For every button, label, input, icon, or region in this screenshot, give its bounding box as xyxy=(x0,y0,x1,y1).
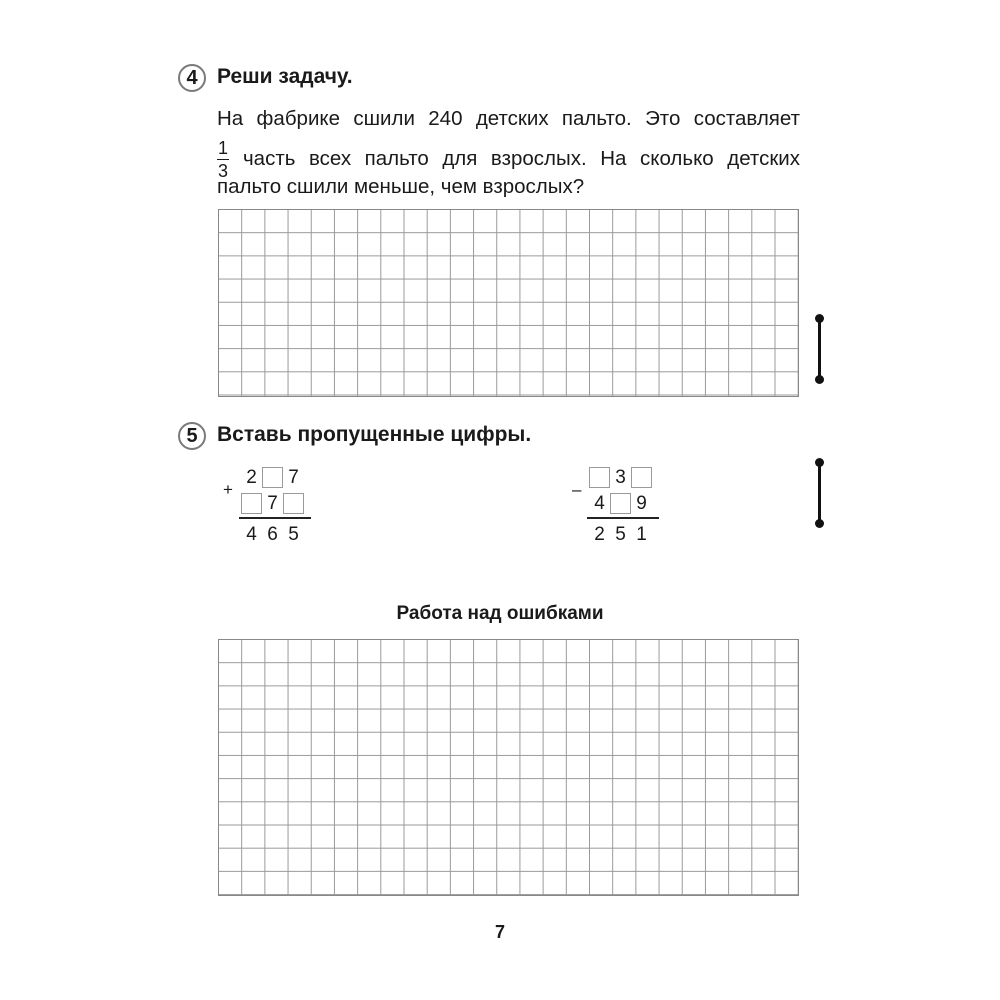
problem-line-1: На фабрике сшили 240 детских пальто. Это составляет xyxy=(217,107,800,130)
task-4-number-badge: 4 xyxy=(178,64,206,92)
page-number: 7 xyxy=(494,922,505,942)
missing-digit-box[interactable] xyxy=(283,493,304,514)
fraction-denominator: 3 xyxy=(217,160,228,181)
addition-row-2 xyxy=(241,492,304,514)
fraction-bar xyxy=(217,159,229,160)
digit: 1 xyxy=(636,523,647,545)
plus-sign: + xyxy=(223,480,233,499)
digit: 9 xyxy=(636,492,647,514)
addition-row-1 xyxy=(241,466,304,488)
fraction-numerator: 1 xyxy=(217,137,228,158)
task-4-answer-grid[interactable] xyxy=(218,209,799,397)
subtraction-result xyxy=(589,523,652,545)
digit: 5 xyxy=(615,523,626,545)
digit: 5 xyxy=(288,523,299,545)
errors-section-title: Работа над ошибками xyxy=(396,603,604,624)
missing-digit-box[interactable] xyxy=(262,467,283,488)
digit: 7 xyxy=(288,466,299,488)
digit: 6 xyxy=(267,523,278,545)
digit: 7 xyxy=(267,492,278,514)
digit: 3 xyxy=(615,466,626,488)
errors-answer-grid[interactable] xyxy=(218,639,799,896)
digit: 4 xyxy=(594,492,605,514)
score-marker-task-5 xyxy=(818,462,821,524)
subtraction-result-line xyxy=(587,517,659,519)
subtraction-row-2 xyxy=(589,492,652,514)
problem-line-3: пальто сшили меньше, чем взрослых? xyxy=(217,175,585,198)
subtraction-row-1 xyxy=(589,466,652,488)
task-4-title: Реши задачу. xyxy=(217,65,353,88)
addition-result-line xyxy=(239,517,311,519)
missing-digit-box[interactable] xyxy=(241,493,262,514)
missing-digit-box[interactable] xyxy=(631,467,652,488)
minus-sign: – xyxy=(572,480,582,499)
task-4-problem-text xyxy=(217,102,800,204)
problem-line-2-text: часть всех пальто для взрослых. На сколько детских xyxy=(243,147,800,170)
task-5-title: Вставь пропущенные цифры. xyxy=(217,423,532,446)
task-5-number-badge: 5 xyxy=(178,422,206,450)
addition-result xyxy=(241,523,304,545)
missing-digit-box[interactable] xyxy=(610,493,631,514)
score-marker-task-4 xyxy=(818,318,821,380)
digit: 4 xyxy=(246,523,257,545)
missing-digit-box[interactable] xyxy=(589,467,610,488)
digit: 2 xyxy=(594,523,605,545)
digit: 2 xyxy=(246,466,257,488)
